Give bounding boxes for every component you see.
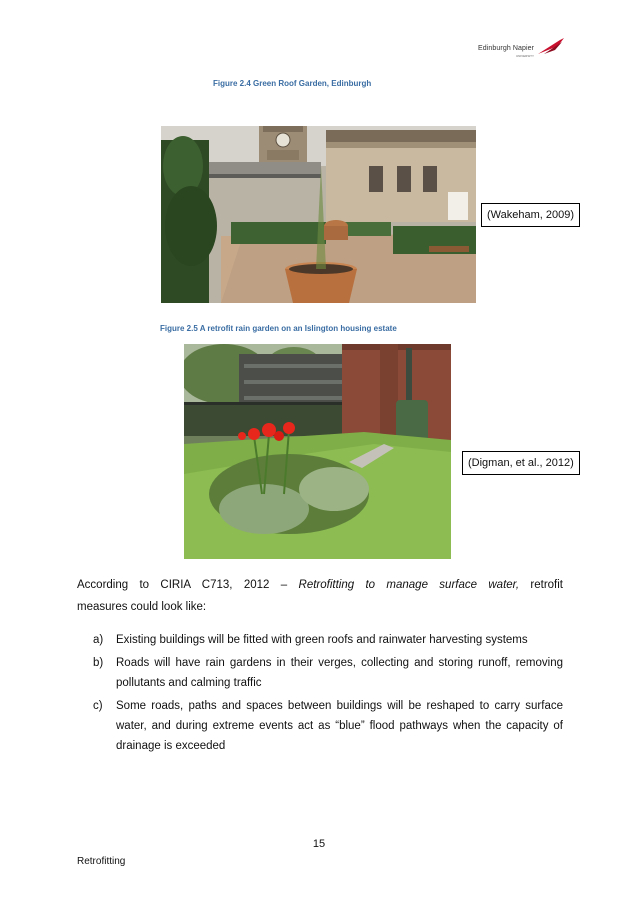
figure-caption: Figure 2.5 A retrofit rain garden on an Islington housing estate xyxy=(160,324,397,333)
logo-subtext: UNIVERSITY xyxy=(516,54,535,58)
list-marker: b) xyxy=(93,657,104,669)
intro-line-1 xyxy=(77,574,563,596)
list-item-text: Some roads, paths and spaces between buildings will be reshaped to carry surface water, and during extreme events act as “blue” flood pathways when the capacity of drainage is exceeded xyxy=(116,700,563,752)
figure-caption: Figure 2.4 Green Roof Garden, Edinburgh xyxy=(213,79,372,88)
intro-line-2: measures could look like: xyxy=(77,601,207,613)
list-item xyxy=(93,653,563,693)
rain-garden-photo xyxy=(184,344,451,559)
list-item-text: Roads will have rain gardens in their verges, collecting and storing runoff, removing pollutants and calming traffic xyxy=(116,657,563,689)
intro-text: retrofit xyxy=(519,579,563,591)
list-marker: a) xyxy=(93,634,104,646)
retrofit-measures-list xyxy=(93,630,563,756)
logo-text: Edinburgh Napier xyxy=(478,45,535,52)
page-footer: Retrofitting xyxy=(77,856,126,867)
list-marker: c) xyxy=(93,700,103,712)
list-item xyxy=(93,630,563,650)
university-logo xyxy=(478,38,568,64)
list-item-text: Existing buildings will be fitted with green roofs and rainwater harvesting systems xyxy=(116,634,528,646)
figure-citation: (Wakeham, 2009) xyxy=(481,203,580,227)
intro-title-italic: Retrofitting to manage surface water, xyxy=(298,579,520,591)
logo-swoosh-icon xyxy=(538,38,564,56)
figure-citation: (Digman, et al., 2012) xyxy=(462,451,580,475)
intro-text: According to CIRIA C713, 2012 – xyxy=(77,579,299,591)
green-roof-photo xyxy=(161,126,476,303)
intro-paragraph xyxy=(77,574,563,618)
page-number: 15 xyxy=(312,838,326,850)
list-item xyxy=(93,696,563,756)
